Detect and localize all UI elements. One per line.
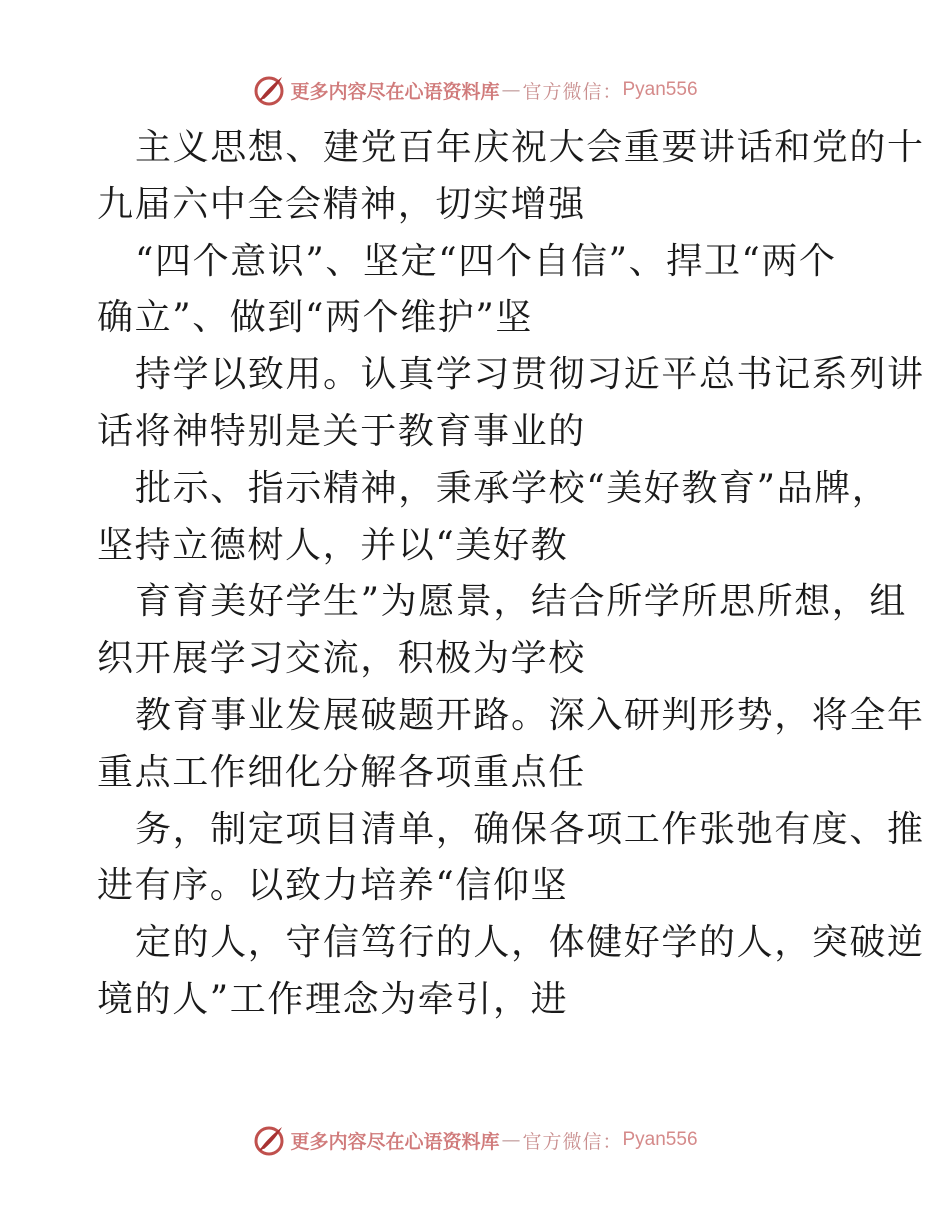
quill-pen-logo-icon [252,1123,286,1157]
body-line: 主义思想、建党百年庆祝大会重要讲话和党的十 [135,127,925,168]
body-line: 务，制定项目清单，确保各项工作张弛有度、推 [135,808,925,850]
banner-separator: — [501,1129,521,1151]
banner-brand-text: 更多内容尽在心语资料库 [290,80,500,103]
body-line: 定的人，守信笃行的人，体健好学的人，突破逆 [135,922,925,964]
body-line: 九届六中全会精神，切实增强 [97,183,586,225]
body-line: 话将神特别是关于教育事业的 [97,410,586,452]
banner-wechat-label: 官方微信： [522,80,623,103]
header-banner [0,68,950,112]
banner-wechat-label: 官方微信： [522,1130,623,1153]
document-body [97,120,925,1029]
body-line: 织开展学习交流，积极为学校 [97,638,586,680]
body-line: 确立”、做到“两个维护”坚 [97,297,534,339]
banner-wechat-id: Pyan556 [622,1129,698,1150]
body-line: 教育事业发展破题开路。深入研判形势，将全年 [135,694,925,736]
body-line: 重点工作细化分解各项重点任 [97,751,586,793]
body-line: 持学以致用。认真学习贯彻习近平总书记系列讲 [135,354,925,396]
body-line: “四个意识”、坚定“四个自信”、捍卫“两个 [135,240,837,282]
banner-wechat-id: Pyan556 [622,79,698,100]
body-line: 坚持立德树人，并以“美好教 [97,524,569,566]
body-line: 批示、指示精神，秉承学校“美好教育”品牌， [135,467,890,509]
body-line: 育育美好学生”为愿景，结合所学所思所想，组 [135,581,908,623]
banner-separator: — [501,79,521,101]
banner-brand-text: 更多内容尽在心语资料库 [290,1130,500,1153]
quill-pen-logo-icon [252,73,286,107]
body-line: 进有序。以致力培养“信仰坚 [97,865,569,907]
body-line: 境的人”工作理念为牵引，进 [97,978,569,1020]
footer-banner [0,1118,950,1162]
